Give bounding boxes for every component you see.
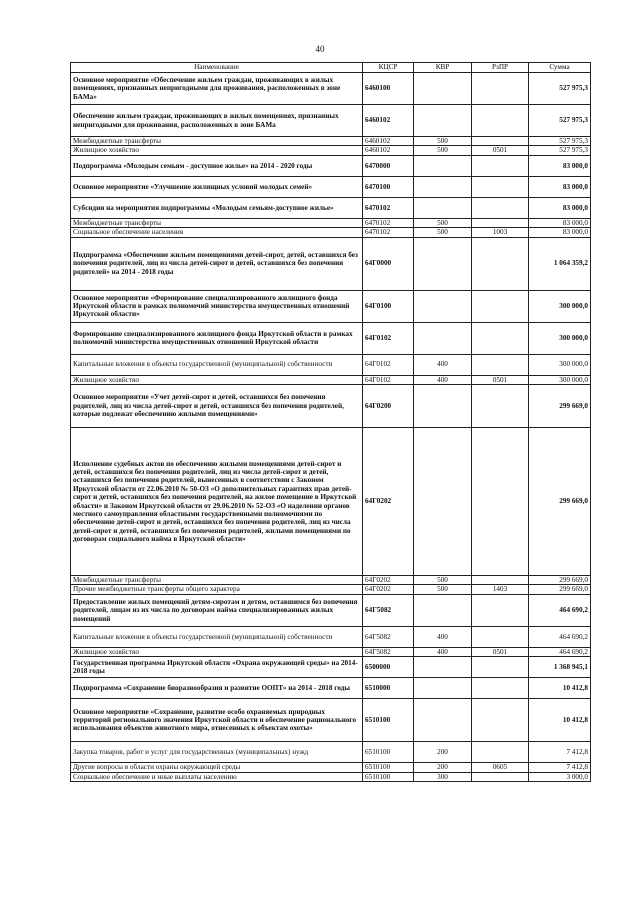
cell-kcsr: 64Г5082 bbox=[363, 647, 414, 656]
cell-kcsr: 64Г0202 bbox=[363, 428, 414, 576]
cell-rzpr bbox=[472, 678, 529, 699]
cell-kvr: 200 bbox=[414, 763, 472, 772]
cell-rzpr bbox=[472, 237, 529, 290]
cell-sum: 1 064 359,2 bbox=[529, 237, 591, 290]
cell-name: Другие вопросы в области охраны окружающей среды bbox=[71, 763, 363, 772]
cell-rzpr bbox=[472, 197, 529, 218]
cell-kcsr: 64Г0200 bbox=[363, 385, 414, 428]
table-row bbox=[71, 594, 591, 626]
cell-kvr bbox=[414, 594, 472, 626]
cell-name: Предоставление жилых помещений детям-сиротам и детям, оставшимся без попечения родителей, лицам из их числа по договорам найма специализированных жилых помещений bbox=[71, 594, 363, 626]
cell-kvr: 500 bbox=[414, 576, 472, 585]
cell-kcsr: 64Г0202 bbox=[363, 576, 414, 585]
cell-kvr: 400 bbox=[414, 375, 472, 384]
cell-kcsr: 6510100 bbox=[363, 772, 414, 781]
cell-rzpr bbox=[472, 290, 529, 322]
cell-rzpr bbox=[472, 428, 529, 576]
cell-sum: 7 412,8 bbox=[529, 763, 591, 772]
cell-sum: 464 690,2 bbox=[529, 626, 591, 647]
table-row bbox=[71, 218, 591, 227]
table-row bbox=[71, 73, 591, 105]
cell-kvr bbox=[414, 657, 472, 678]
cell-name: Основное мероприятие «Учет детей-сирот и детей, оставшихся без попечения родителей, лиц из числа детей-сирот и детей, оставшихся без попечения родителей, которые подлежат обеспечению жилыми помещениями» bbox=[71, 385, 363, 428]
table-row bbox=[71, 585, 591, 594]
cell-rzpr bbox=[472, 742, 529, 763]
cell-sum: 3 000,0 bbox=[529, 772, 591, 781]
cell-sum: 300 000,0 bbox=[529, 354, 591, 375]
cell-sum: 83 000,0 bbox=[529, 228, 591, 237]
cell-sum: 464 690,2 bbox=[529, 647, 591, 656]
cell-kvr: 500 bbox=[414, 218, 472, 227]
cell-sum: 1 368 945,1 bbox=[529, 657, 591, 678]
cell-rzpr bbox=[472, 176, 529, 197]
cell-kcsr: 64Г0102 bbox=[363, 354, 414, 375]
table-row bbox=[71, 428, 591, 576]
cell-kvr: 400 bbox=[414, 626, 472, 647]
cell-kvr bbox=[414, 678, 472, 699]
page-number: 40 bbox=[315, 44, 325, 54]
cell-name: Жилищное хозяйство bbox=[71, 375, 363, 384]
cell-sum: 299 669,0 bbox=[529, 585, 591, 594]
table-row bbox=[71, 137, 591, 146]
cell-kcsr: 6470102 bbox=[363, 228, 414, 237]
table-row bbox=[71, 290, 591, 322]
cell-kcsr: 6470100 bbox=[363, 176, 414, 197]
cell-rzpr bbox=[472, 576, 529, 585]
cell-kvr: 500 bbox=[414, 585, 472, 594]
cell-kcsr: 64Г0102 bbox=[363, 322, 414, 354]
cell-kvr bbox=[414, 428, 472, 576]
cell-kcsr: 64Г0202 bbox=[363, 585, 414, 594]
cell-name: Основное мероприятие «Улучшение жилищных условий молодых семей» bbox=[71, 176, 363, 197]
cell-kcsr: 6460102 bbox=[363, 146, 414, 155]
cell-kvr: 400 bbox=[414, 354, 472, 375]
cell-kcsr: 6510100 bbox=[363, 742, 414, 763]
cell-sum: 83 000,0 bbox=[529, 197, 591, 218]
cell-kvr: 500 bbox=[414, 146, 472, 155]
cell-kvr bbox=[414, 237, 472, 290]
cell-kvr bbox=[414, 290, 472, 322]
cell-rzpr bbox=[472, 105, 529, 137]
table-row bbox=[71, 626, 591, 647]
cell-rzpr bbox=[472, 218, 529, 227]
cell-sum: 300 000,0 bbox=[529, 322, 591, 354]
cell-sum: 10 412,8 bbox=[529, 678, 591, 699]
cell-sum: 299 669,0 bbox=[529, 385, 591, 428]
cell-name: Жилищное хозяйство bbox=[71, 146, 363, 155]
cell-sum: 464 690,2 bbox=[529, 594, 591, 626]
cell-kcsr: 6470000 bbox=[363, 155, 414, 176]
table-row bbox=[71, 647, 591, 656]
cell-name: Прочие межбюджетные трансферты общего характера bbox=[71, 585, 363, 594]
table-row bbox=[71, 742, 591, 763]
cell-sum: 300 000,0 bbox=[529, 290, 591, 322]
cell-kcsr: 6470102 bbox=[363, 197, 414, 218]
cell-kcsr: 64Г5082 bbox=[363, 626, 414, 647]
cell-name: Межбюджетные трансферты bbox=[71, 218, 363, 227]
cell-rzpr bbox=[472, 594, 529, 626]
cell-sum: 7 412,8 bbox=[529, 742, 591, 763]
cell-name: Капитальные вложения в объекты государственной (муниципальной) собственности bbox=[71, 626, 363, 647]
cell-name: Капитальные вложения в объекты государственной (муниципальной) собственности bbox=[71, 354, 363, 375]
cell-name: Подпрограмма «Сохранение биоразнообразия и развитие ООПТ» на 2014 - 2018 годы bbox=[71, 678, 363, 699]
cell-sum: 527 975,3 bbox=[529, 146, 591, 155]
cell-sum: 299 669,0 bbox=[529, 576, 591, 585]
cell-name: Межбюджетные трансферты bbox=[71, 576, 363, 585]
cell-rzpr bbox=[472, 137, 529, 146]
table-row bbox=[71, 699, 591, 742]
cell-kcsr: 6510000 bbox=[363, 678, 414, 699]
cell-rzpr: 0501 bbox=[472, 375, 529, 384]
table-row bbox=[71, 155, 591, 176]
header-sum: Сумма bbox=[529, 63, 591, 73]
table-row bbox=[71, 105, 591, 137]
cell-kvr: 300 bbox=[414, 772, 472, 781]
cell-kcsr: 6470102 bbox=[363, 218, 414, 227]
table-row bbox=[71, 197, 591, 218]
table-row bbox=[71, 772, 591, 781]
table-row bbox=[71, 375, 591, 384]
table-row bbox=[71, 228, 591, 237]
cell-kvr bbox=[414, 155, 472, 176]
cell-kcsr: 6510100 bbox=[363, 699, 414, 742]
cell-rzpr bbox=[472, 699, 529, 742]
cell-kvr: 400 bbox=[414, 647, 472, 656]
table-row bbox=[71, 354, 591, 375]
cell-name: Обеспечение жильем граждан, проживающих в жилых помещениях, признанных непригодными для проживания, расположенных в зоне БАМа bbox=[71, 105, 363, 137]
table-row bbox=[71, 146, 591, 155]
cell-sum: 527 975,3 bbox=[529, 137, 591, 146]
cell-kvr bbox=[414, 176, 472, 197]
cell-name: Государственная программа Иркутской области «Охрана окружающей среды» на 2014-2018 годы bbox=[71, 657, 363, 678]
table-row bbox=[71, 576, 591, 585]
cell-rzpr: 1003 bbox=[472, 228, 529, 237]
table-row bbox=[71, 176, 591, 197]
cell-kvr: 500 bbox=[414, 137, 472, 146]
table-row bbox=[71, 763, 591, 772]
budget-table bbox=[70, 62, 591, 782]
cell-kcsr: 64Г0100 bbox=[363, 290, 414, 322]
header-rzpr: РзПР bbox=[472, 63, 529, 73]
cell-name: Межбюджетные трансферты bbox=[71, 137, 363, 146]
cell-kcsr: 64Г0000 bbox=[363, 237, 414, 290]
cell-kvr bbox=[414, 322, 472, 354]
cell-rzpr bbox=[472, 322, 529, 354]
cell-name: Исполнение судебных актов по обеспечению жилыми помещениями детей-сирот и детей, оставшихся без попечения родителей, лиц из числа детей-сирот и детей, оставшихся без попечения родителей, вынесенных в соответствии с Законом Иркутской области от 22.06.2010 № 50-ОЗ «О дополнительных гарантиях прав детей-сирот и детей, оставшихся без попечения родителей, на жилое помещение в Иркутской области» и Законом Иркутской области от 29.06.2010 № 52-ОЗ «О наделении органов местного самоуправления областными государственными полномочиями по обеспечению детей-сирот и детей, оставшихся без попечения родителей, лиц из числа детей-сирот и детей, оставшихся без попечения родителей, жилыми помещениями по договорам социального найма в Иркутской области» bbox=[71, 428, 363, 576]
cell-kcsr: 64Г0102 bbox=[363, 375, 414, 384]
cell-sum: 527 975,3 bbox=[529, 105, 591, 137]
cell-sum: 299 669,0 bbox=[529, 428, 591, 576]
cell-kvr bbox=[414, 73, 472, 105]
cell-rzpr bbox=[472, 626, 529, 647]
cell-kcsr: 6500000 bbox=[363, 657, 414, 678]
cell-name: Жилищное хозяйство bbox=[71, 647, 363, 656]
cell-kvr bbox=[414, 105, 472, 137]
cell-kvr bbox=[414, 197, 472, 218]
cell-rzpr: 0501 bbox=[472, 146, 529, 155]
cell-kcsr: 6460100 bbox=[363, 73, 414, 105]
cell-rzpr: 1403 bbox=[472, 585, 529, 594]
cell-kcsr: 6510100 bbox=[363, 763, 414, 772]
cell-sum: 83 000,0 bbox=[529, 218, 591, 227]
table-row bbox=[71, 657, 591, 678]
cell-rzpr bbox=[472, 155, 529, 176]
cell-name: Подпрограмма «Обеспечение жильем помещениями детей-сирот, детей, оставшихся без попечения родителей, лиц из числа детей-сирот и детей, оставшихся без попечения родителей» на 2014 - 2018 годы bbox=[71, 237, 363, 290]
cell-rzpr: 0501 bbox=[472, 647, 529, 656]
header-kvr: КВР bbox=[414, 63, 472, 73]
cell-sum: 527 975,3 bbox=[529, 73, 591, 105]
table-header-row bbox=[71, 63, 591, 73]
cell-sum: 83 000,0 bbox=[529, 176, 591, 197]
cell-kcsr: 6460102 bbox=[363, 137, 414, 146]
cell-kcsr: 6460102 bbox=[363, 105, 414, 137]
cell-rzpr bbox=[472, 657, 529, 678]
table-row bbox=[71, 322, 591, 354]
cell-name: Основное мероприятие «Сохранение, развитие особо охраняемых природных территорий регионального значения Иркутской области и обеспечение рационального использования объектов животного мира, отнесенных к объектам охоты» bbox=[71, 699, 363, 742]
table-row bbox=[71, 385, 591, 428]
table-row bbox=[71, 237, 591, 290]
header-kcsr: КЦСР bbox=[363, 63, 414, 73]
cell-sum: 83 000,0 bbox=[529, 155, 591, 176]
header-name: Наименование bbox=[71, 63, 363, 73]
cell-name: Подпрограмма «Молодым семьям - доступное жилье» на 2014 - 2020 годы bbox=[71, 155, 363, 176]
cell-kvr bbox=[414, 385, 472, 428]
cell-name: Основное мероприятие «Формирование специализированного жилищного фонда Иркутской области в рамках полномочий министерства имущественных отношений Иркутской области» bbox=[71, 290, 363, 322]
cell-kvr bbox=[414, 699, 472, 742]
cell-rzpr bbox=[472, 354, 529, 375]
cell-rzpr bbox=[472, 73, 529, 105]
cell-name: Формирование специализированного жилищного фонда Иркутской области в рамках полномочий министерства имущественных отношений Иркутской области bbox=[71, 322, 363, 354]
cell-name: Социальное обеспечение населения bbox=[71, 228, 363, 237]
cell-name: Закупка товаров, работ и услуг для государственных (муниципальных) нужд bbox=[71, 742, 363, 763]
cell-kvr: 500 bbox=[414, 228, 472, 237]
cell-name: Субсидии на мероприятия подпрограммы «Молодым семьям-доступное жилье» bbox=[71, 197, 363, 218]
cell-rzpr bbox=[472, 385, 529, 428]
table-row bbox=[71, 678, 591, 699]
cell-name: Социальное обеспечение и иные выплаты населению bbox=[71, 772, 363, 781]
cell-kcsr: 64Г5082 bbox=[363, 594, 414, 626]
cell-sum: 300 000,0 bbox=[529, 375, 591, 384]
cell-sum: 10 412,8 bbox=[529, 699, 591, 742]
cell-rzpr: 0605 bbox=[472, 763, 529, 772]
cell-rzpr bbox=[472, 772, 529, 781]
cell-kvr: 200 bbox=[414, 742, 472, 763]
cell-name: Основное мероприятие «Обеспечение жильем граждан, проживающих в жилых помещениях, признанных непригодными для проживания, расположенных в зоне БАМа» bbox=[71, 73, 363, 105]
